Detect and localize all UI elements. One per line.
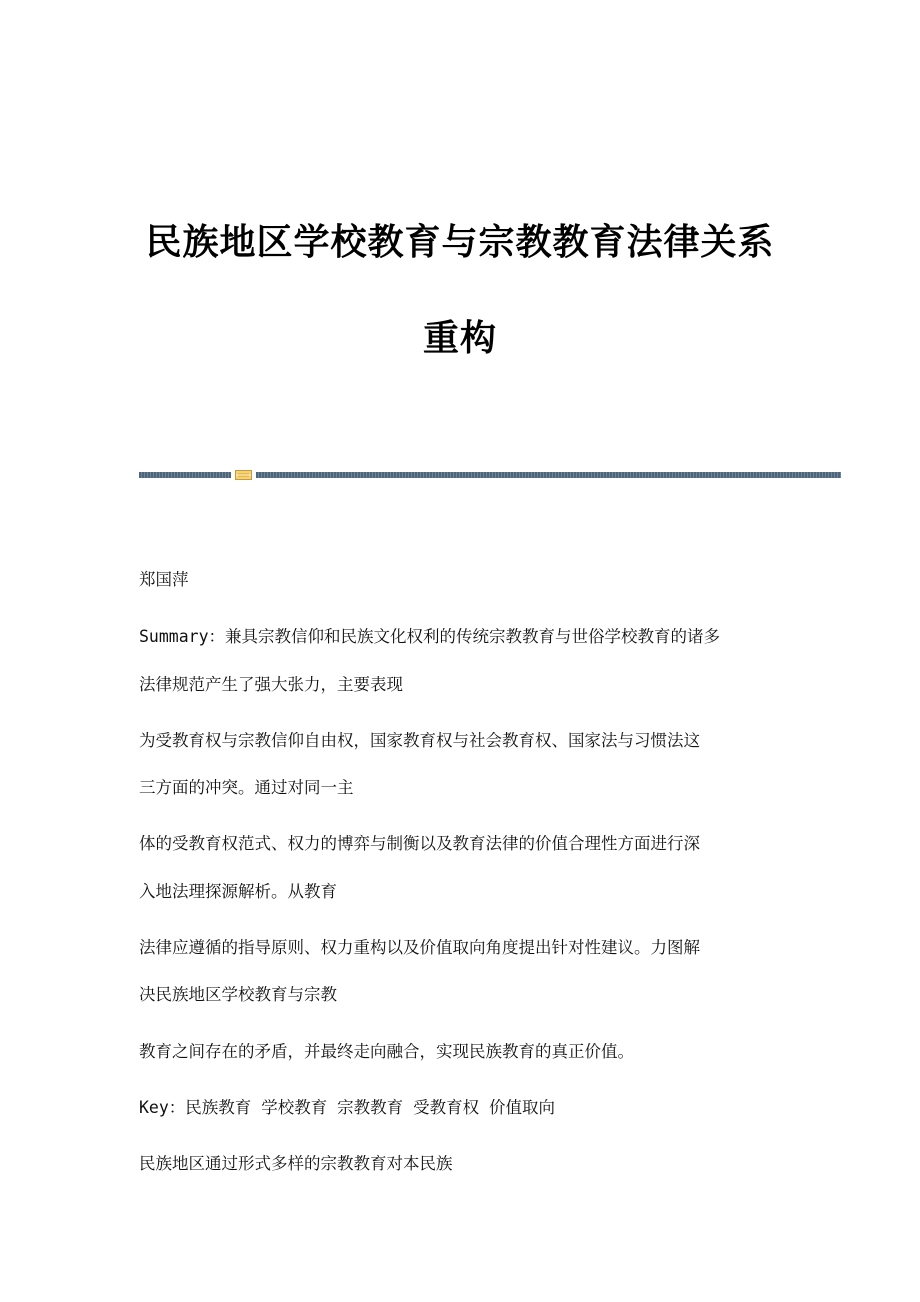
divider-ornament-icon (235, 470, 252, 480)
summary-line: 为受教育权与宗教信仰自由权，国家教育权与社会教育权、国家法与习惯法这 (139, 731, 700, 750)
document-title-line-2: 重构 (422, 317, 497, 359)
author-name: 郑国萍 (139, 570, 189, 589)
document-title-line-1: 民族地区学校教育与宗教教育法律关系 (145, 221, 775, 263)
body-text-line: 民族地区通过形式多样的宗教教育对本民族 (139, 1154, 453, 1173)
summary-line: 体的受教育权范式、权力的博弈与制衡以及教育法律的价值合理性方面进行深 (139, 834, 700, 853)
divider-bar-right (256, 472, 841, 478)
summary-line: 三方面的冲突。通过对同一主 (139, 778, 354, 797)
summary-line: 法律应遵循的指导原则、权力重构以及价值取向角度提出针对性建议。力图解 (139, 938, 700, 957)
summary-line: 决民族地区学校教育与宗教 (139, 985, 337, 1004)
summary-line: 法律规范产生了强大张力，主要表现 (139, 675, 403, 694)
title-divider (139, 470, 841, 479)
divider-bar-left (139, 472, 231, 478)
summary-line: 入地法理探源解析。从教育 (139, 882, 337, 901)
summary-line: Summary：兼具宗教信仰和民族文化权利的传统宗教教育与世俗学校教育的诸多 (139, 627, 721, 646)
keywords-line: Key：民族教育 学校教育 宗教教育 受教育权 价值取向 (139, 1098, 556, 1117)
summary-line: 教育之间存在的矛盾，并最终走向融合，实现民族教育的真正价值。 (139, 1042, 634, 1061)
